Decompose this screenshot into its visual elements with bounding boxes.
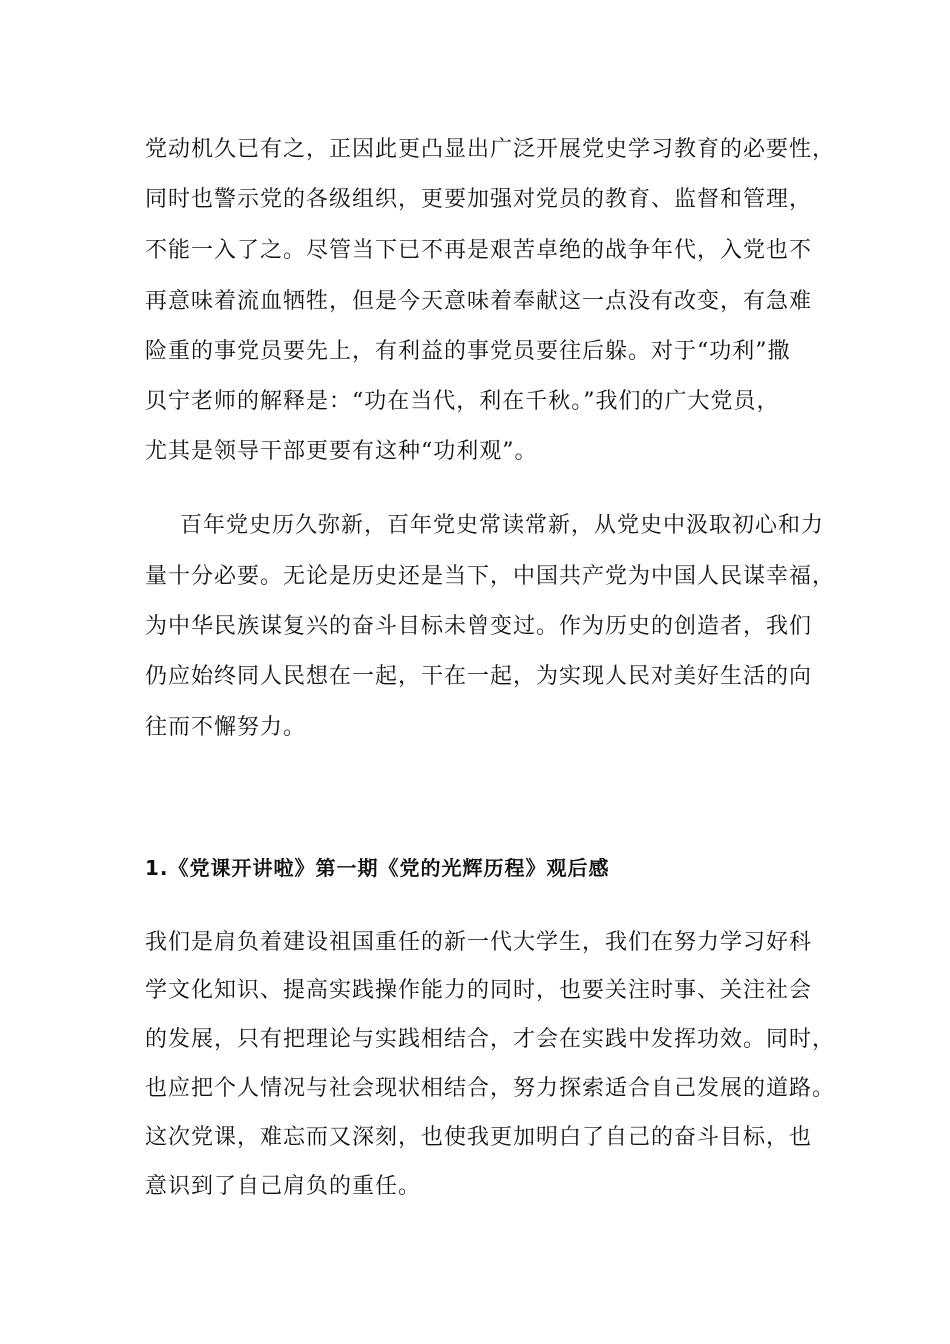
text-line: 这次党课，难忘而又深刻，也使我更加明白了自己的奋斗目标，也 [145,1125,813,1150]
text-line: 量十分必要。无论是历史还是当下，中国共产党为中国人民谋幸福， [145,564,836,589]
text-line: 的发展，只有把理论与实践相结合，才会在实践中发挥功效。同时， [145,1027,836,1052]
text-line: 同时也警示党的各级组织，更要加强对党员的教育、监督和管理， [145,187,813,212]
text-line: 学文化知识、提高实践操作能力的同时，也要关注时事、关注社会 [145,978,813,1003]
section-heading: 1.《党课开讲啦》第一期《党的光辉历程》观后感 [145,856,610,880]
text-line: 也应把个人情况与社会现状相结合，努力探索适合自己发展的道路。 [145,1076,836,1101]
text-line: 我们是肩负着建设祖国重任的新一代大学生，我们在努力学习好科 [145,930,813,955]
text-line: 贝宁老师的解释是：“功在当代，利在千秋。”我们的广大党员， [145,389,780,414]
text-line: 仍应始终同人民想在一起，干在一起，为实现人民对美好生活的向 [145,664,813,689]
text-line: 不能一入了之。尽管当下已不再是艰苦卓绝的战争年代，入党也不 [145,238,813,263]
text-line: 险重的事党员要先上，有利益的事党员要往后躲。对于“功利”撒 [145,339,791,364]
text-line: 百年党史历久弥新，百年党史常读常新，从党史中汲取初心和力 [180,513,825,538]
text-line: 往而不懈努力。 [145,715,307,740]
text-line: 意识到了自己肩负的重任。 [145,1174,422,1199]
text-line: 再意味着流血牺牲，但是今天意味着奉献这一点没有改变，有急难 [145,289,813,314]
text-line: 尤其是领导干部更要有这种“功利观”。 [145,439,538,464]
text-line: 为中华民族谋复兴的奋斗目标未曾变过。作为历史的创造者，我们 [145,614,813,639]
text-line: 党动机久已有之，正因此更凸显出广泛开展党史学习教育的必要性， [145,137,836,162]
